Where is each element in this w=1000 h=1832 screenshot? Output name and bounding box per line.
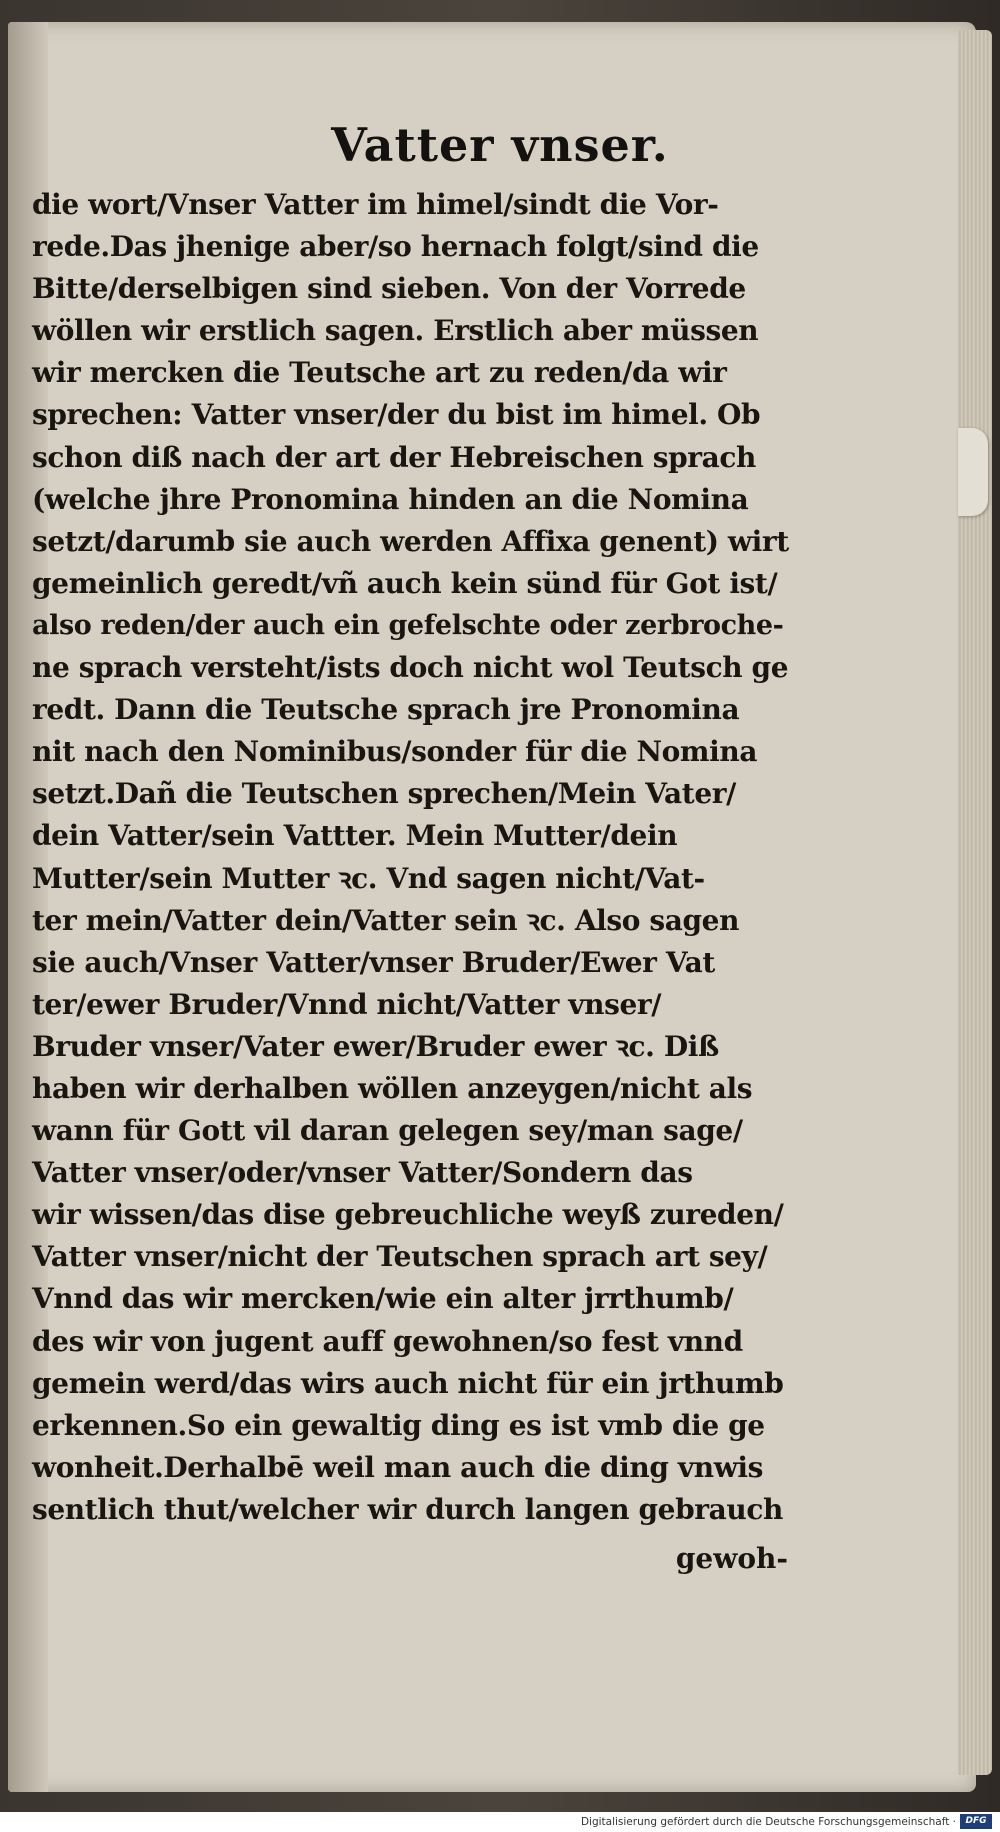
text-line: Vatter vnser/oder/vnser Vatter/Sondern das xyxy=(32,1156,693,1190)
text-line: gemeinlich geredt/vñ auch kein sünd für Got ist/ xyxy=(32,566,778,600)
text-line: Bitte/derselbigen sind sieben. Von der Vorrede xyxy=(32,272,746,306)
body-text xyxy=(32,184,797,1531)
text-line: wonheit.Derhalbē weil man auch die ding vnwis xyxy=(32,1450,764,1484)
text-line: schon diß nach der art der Hebreischen sprach xyxy=(32,440,756,474)
text-line: (welche jhre Pronomina hinden an die Nomina xyxy=(32,482,749,516)
text-line: ter/ewer Bruder/Vnnd nicht/Vatter vnser/ xyxy=(32,987,662,1021)
text-line: Mutter/sein Mutter ꝛc. Vnd sagen nicht/Vat- xyxy=(32,861,705,895)
dfg-logo: DFG xyxy=(960,1814,992,1829)
text-line: des wir von jugent auff gewohnen/so fest vnnd xyxy=(32,1324,743,1358)
page-title: Vatter vnser. xyxy=(331,118,669,172)
text-line: ter mein/Vatter dein/Vatter sein ꝛc. Also sagen xyxy=(32,903,740,937)
text-line: wöllen wir erstlich sagen. Erstlich aber müssen xyxy=(32,314,759,348)
text-line: die wort/Vnser Vatter im himel/sindt die Vor- xyxy=(32,188,719,221)
text-line: erkennen.So ein gewaltig ding es ist vmb die ge xyxy=(32,1408,765,1442)
text-line: rede.Das jhenige aber/so hernach folgt/sind die xyxy=(32,230,759,264)
text-line: dein Vatter/sein Vattter. Mein Mutter/dein xyxy=(32,819,678,853)
text-line: setzt/darumb sie auch werden Affixa genent) wirt xyxy=(32,524,789,558)
text-line: gemein werd/das wirs auch nicht für ein jrthumb xyxy=(32,1366,784,1400)
text-line: setzt.Dañ die Teutschen sprechen/Mein Vater/ xyxy=(32,777,736,811)
page-edges xyxy=(958,30,992,1775)
text-line: wann für Gott vil daran gelegen sey/man sage/ xyxy=(32,1114,743,1148)
text-line: Vatter vnser/nicht der Teutschen sprach art sey/ xyxy=(32,1240,768,1274)
text-line: Vnnd das wir mercken/wie ein alter jrrthumb/ xyxy=(32,1282,734,1316)
text-line: Bruder vnser/Vater ewer/Bruder ewer ꝛc. Diß xyxy=(32,1029,719,1063)
text-line: wir mercken die Teutsche art zu reden/da wir xyxy=(32,356,727,390)
text-line: sentlich thut/welcher wir durch langen gebrauch xyxy=(32,1492,783,1526)
text-line: redt. Dann die Teutsche sprach jre Pronomina xyxy=(32,693,740,727)
catchword: gewoh- xyxy=(675,1542,788,1575)
funding-credit: Digitalisierung gefördert durch die Deutsche Forschungsgemeinschaft · xyxy=(580,1816,956,1828)
text-line: wir wissen/das dise gebreuchliche weyß zureden/ xyxy=(32,1198,784,1232)
text-line: nit nach den Nominibus/sonder für die Nomina xyxy=(32,735,758,769)
text-line: sie auch/Vnser Vatter/vnser Bruder/Ewer Vat xyxy=(32,945,715,979)
text-line: haben wir derhalben wöllen anzeygen/nicht als xyxy=(32,1071,753,1105)
text-line: ne sprach versteht/ists doch nicht wol Teutsch ge xyxy=(32,651,789,685)
text-line: also reden/der auch ein gefelschte oder zerbroche- xyxy=(32,609,784,641)
text-line: sprechen: Vatter vnser/der du bist im himel. Ob xyxy=(32,398,761,432)
page-tab xyxy=(958,428,988,516)
